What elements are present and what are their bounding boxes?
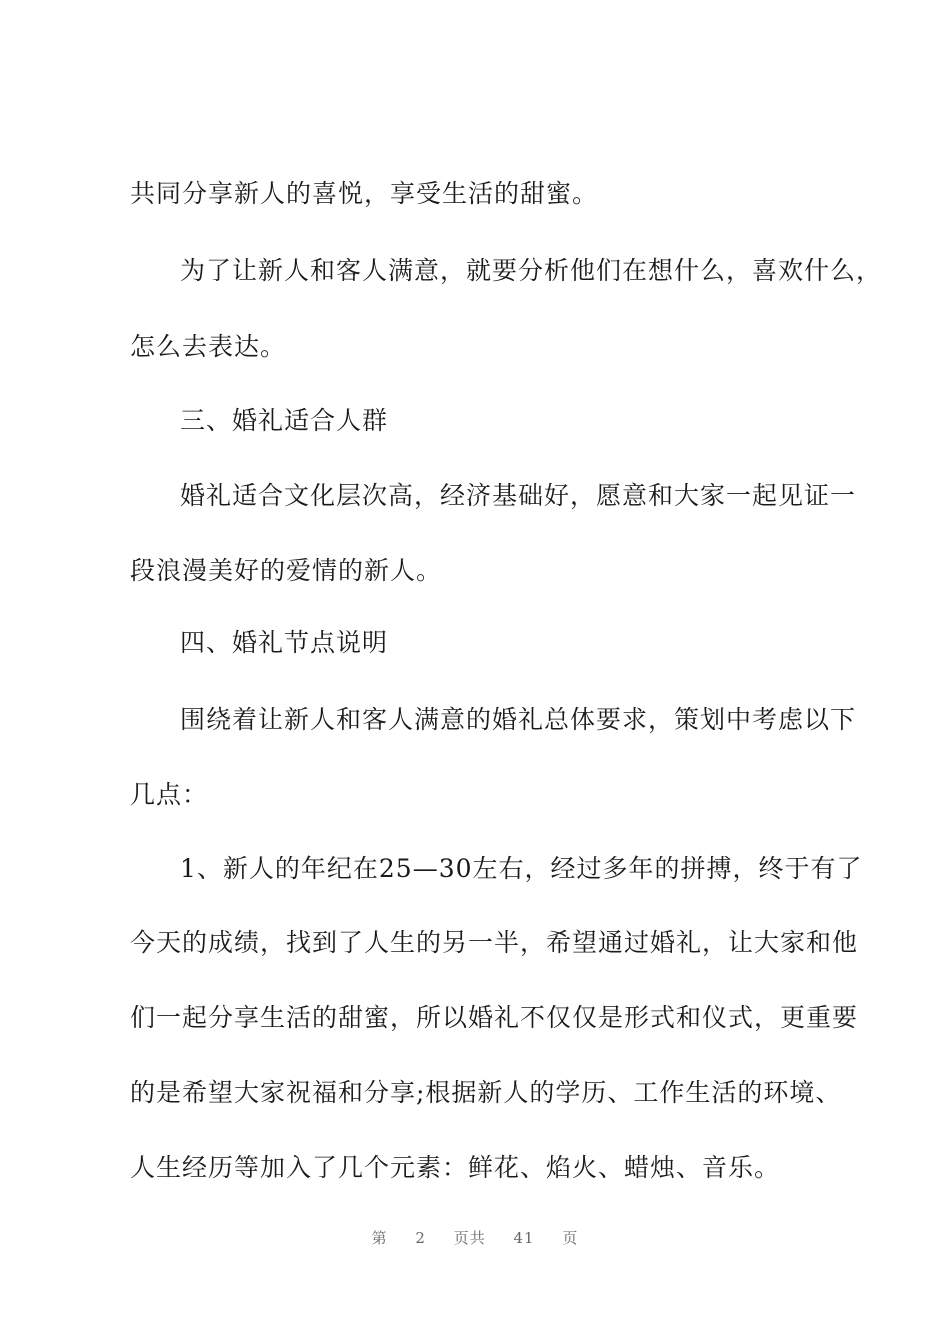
footer-di: 第 (371, 1229, 388, 1247)
footer-total-pages: 41 (513, 1229, 535, 1247)
text-line: 的是希望大家祝福和分享;根据新人的学历、工作生活的环境、 (130, 1078, 842, 1107)
text-line: 今天的成绩，找到了人生的另一半，希望通过婚礼，让大家和他 (130, 928, 859, 957)
page-footer (0, 1228, 950, 1248)
footer-ye: 页 (562, 1229, 579, 1247)
text-line: 段浪漫美好的爱情的新人。 (130, 556, 443, 585)
footer-page-number: 2 (415, 1229, 426, 1247)
paragraph-text-line: 婚礼适合文化层次高，经济基础好，愿意和大家一起见证一 (180, 481, 857, 510)
text-line: 们一起分享生活的甜蜜，所以婚礼不仅仅是形式和仪式，更重要 (130, 1003, 859, 1032)
footer-ye-gong: 页共 (453, 1229, 486, 1247)
text-line: 人生经历等加入了几个元素：鲜花、焰火、蜡烛、音乐。 (130, 1153, 781, 1182)
section-heading: 四、婚礼节点说明 (180, 628, 389, 657)
paragraph-text-line: 围绕着让新人和客人满意的婚礼总体要求，策划中考虑以下 (180, 705, 857, 734)
paragraph-text-line: 1、新人的年纪在25—30左右，经过多年的拼搏，终于有了 (180, 854, 863, 883)
text-line: 怎么去表达。 (130, 332, 287, 361)
paragraph-text-line: 为了让新人和客人满意，就要分析他们在想什么，喜欢什么， (180, 256, 883, 285)
section-heading: 三、婚礼适合人群 (180, 406, 389, 435)
text-line: 几点： (130, 780, 209, 809)
text-line: 共同分享新人的喜悦，享受生活的甜蜜。 (130, 179, 599, 208)
